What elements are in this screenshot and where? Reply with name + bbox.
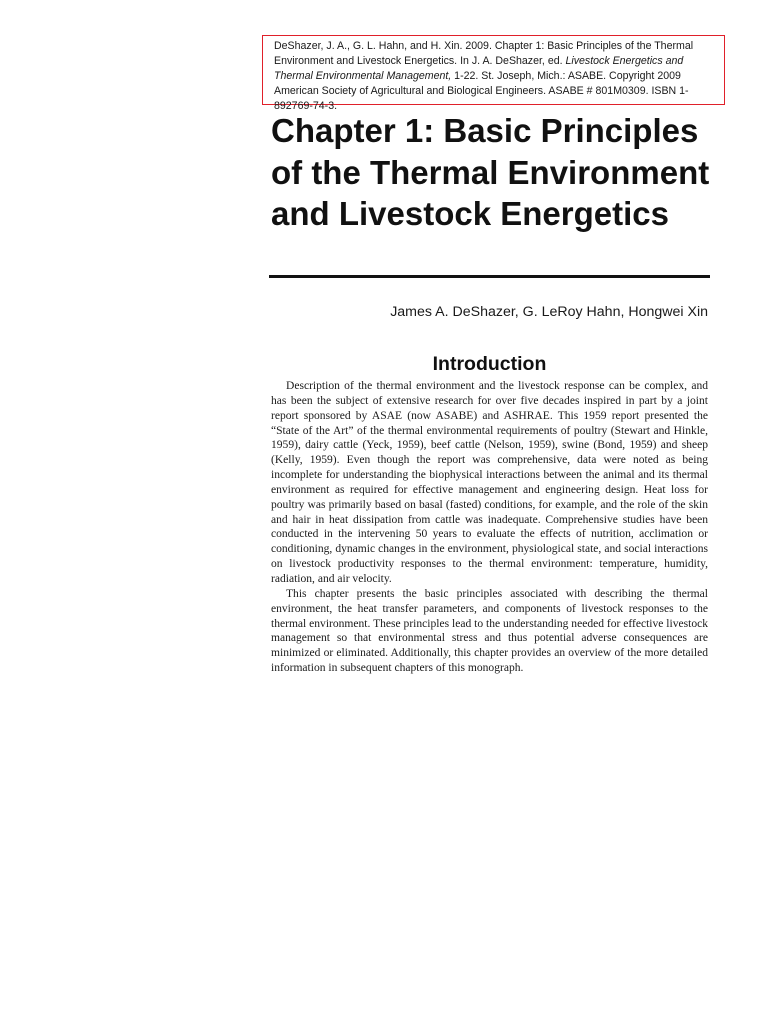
section-heading-introduction: Introduction bbox=[432, 353, 547, 375]
chapter-title: Chapter 1: Basic Principles of the Thermal Environment and Livestock Energetics bbox=[271, 112, 710, 232]
body-paragraph: Description of the thermal environment and the livestock response can be complex, and has been the subject of extensive research for over five decades inspired in part by a joint report sponsored by ASAE (now ASABE) and ASHRAE. This 1959 report presented the “State of the Art” of the thermal environmental requirements of poultry (Stewart and Hinkle, 1959), dairy cattle (Yeck, 1959), beef cattle (Nelson, 1959), swine (Bond, 1959) and sheep (Kelly, 1959). Even though the report was comprehensive, data were noted as being incomplete for understanding the biophysical interactions between the animal and its thermal environment as required for effective management and engineering design. Heat loss for poultry was primarily based on basal (fasted) conditions, for example, and the role of the skin and hair in heat dissipation from cattle was inadequate. Comprehensive studies have been conducted in the intervening 50 years to evaluate the effects of nutrition, acclimation or conditioning, dynamic changes in the environment, physiological state, and social interactions on livestock productivity responses to the thermal environment: temperature, humidity, radiation, and air velocity. bbox=[271, 380, 708, 585]
citation-box bbox=[262, 35, 725, 112]
author-list: James A. DeShazer, G. LeRoy Hahn, Hongwei Xin bbox=[390, 304, 708, 320]
citation-text: DeShazer, J. A., G. L. Hahn, and H. Xin. 2009. Chapter 1: Basic Principles of the Thermal Environment and Livestock Energetics. In J. A. DeShazer, ed. bbox=[274, 40, 694, 67]
citation-book-title: Livestock Energetics and Thermal Environmental Management, bbox=[274, 55, 684, 82]
citation-publication-details: 1-22. St. Joseph, Mich.: ASABE. Copyright 2009 American Society of Agricultural and Biological Engineers. ASABE # 801M0309. ISBN 1-892769-74-3. bbox=[274, 70, 689, 112]
introduction-body bbox=[271, 379, 708, 676]
title-divider bbox=[269, 275, 710, 278]
body-paragraph: This chapter presents the basic principles associated with describing the thermal environment, the heat transfer parameters, and components of livestock responses to the thermal environment. These principles lead to the understanding needed for effective livestock management so that environmental stress and thus potential adverse consequences are minimized or eliminated. Additionally, this chapter provides an overview of the more detailed information in subsequent chapters of this monograph. bbox=[271, 587, 708, 675]
